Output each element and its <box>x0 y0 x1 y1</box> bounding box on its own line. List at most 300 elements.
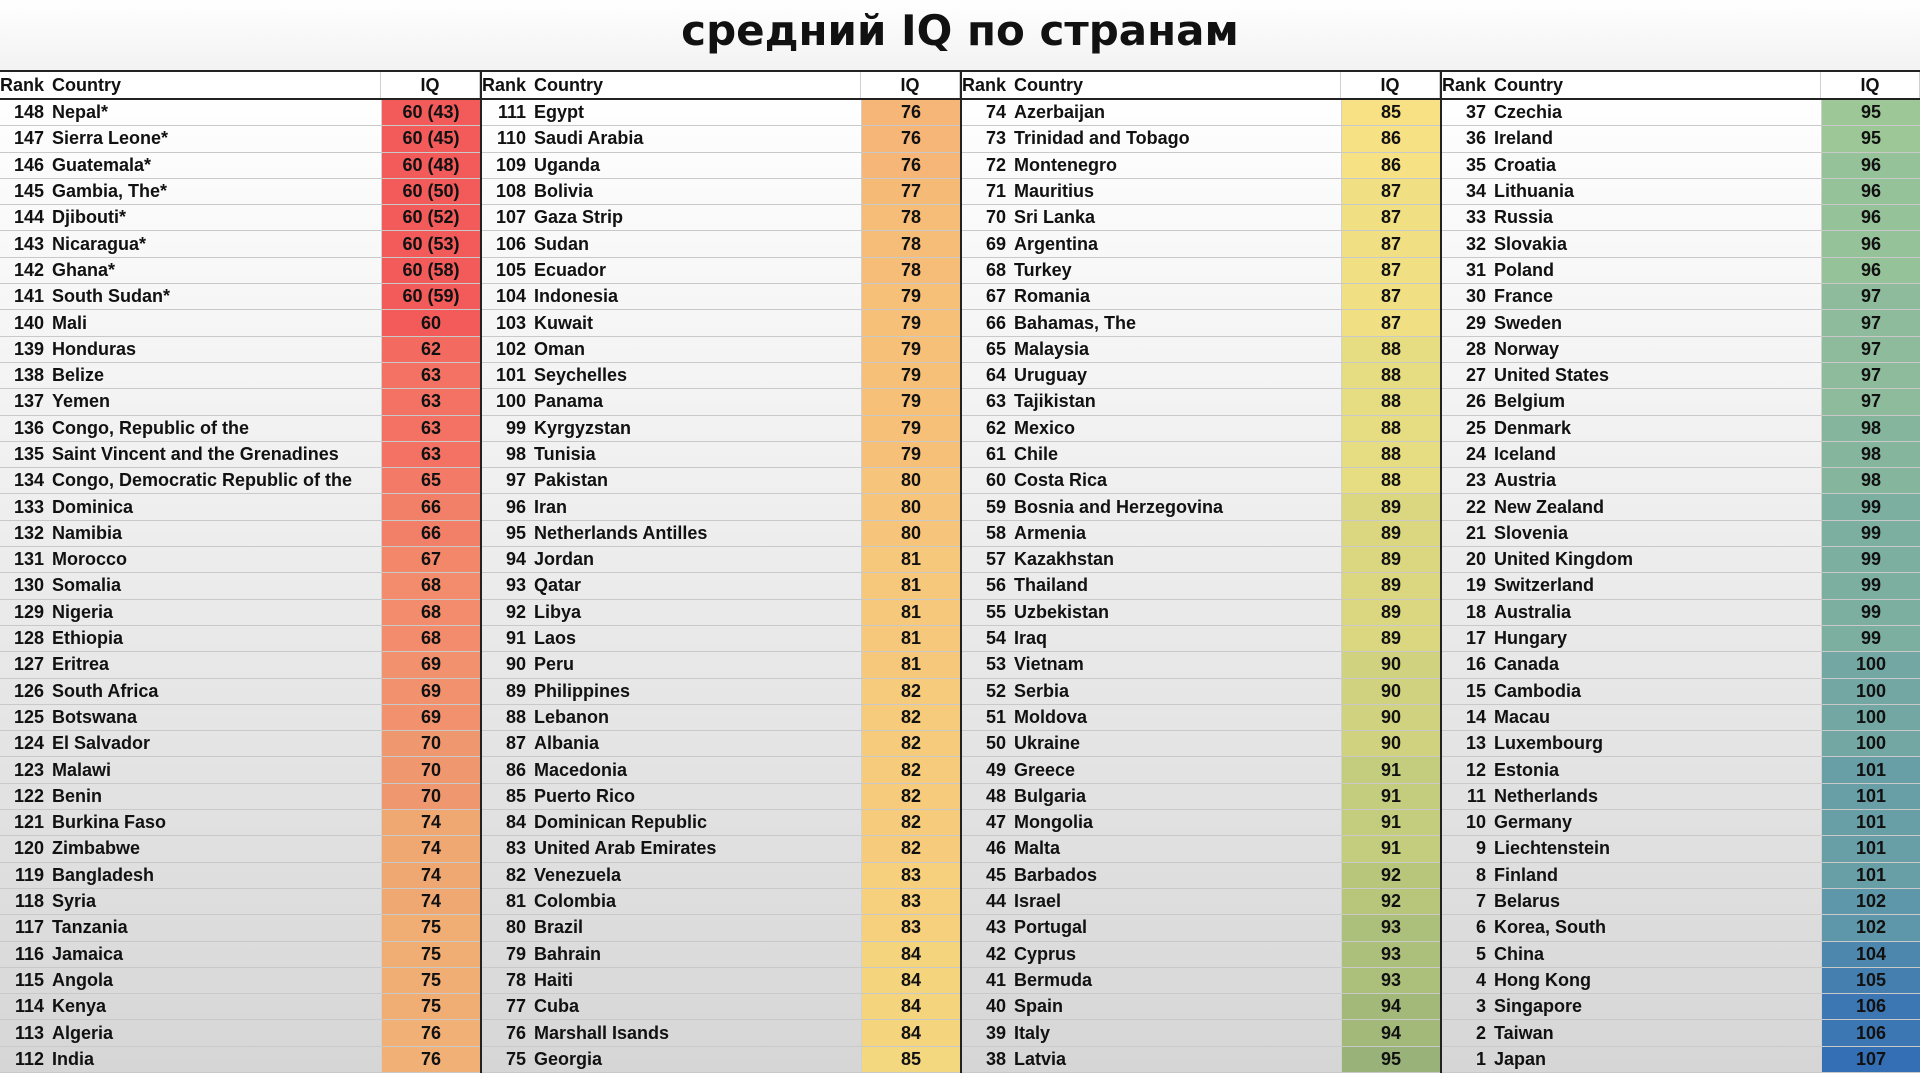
country-cell: Spain <box>1012 994 1342 1019</box>
iq-cell: 83 <box>862 863 960 888</box>
rank-cell: 111 <box>497 102 526 123</box>
iq-cell: 102 <box>1822 889 1920 914</box>
iq-cell: 98 <box>1822 416 1920 441</box>
table-row <box>482 757 960 783</box>
table-row <box>0 494 480 520</box>
country-cell: Angola <box>50 968 382 993</box>
country-cell: Botswana <box>50 705 382 730</box>
country-cell: Ghana* <box>50 258 382 283</box>
rank-cell: 12 <box>1465 759 1486 780</box>
country-cell: Benin <box>50 784 382 809</box>
country-cell: Kuwait <box>532 310 862 335</box>
table-row <box>482 468 960 494</box>
table-row <box>0 784 480 810</box>
country-cell: Djibouti* <box>50 205 382 230</box>
iq-cell: 97 <box>1822 363 1920 388</box>
header-iq: IQ <box>1821 72 1920 98</box>
country-cell: Ethiopia <box>50 626 382 651</box>
rank-cell: 1 <box>1475 1048 1486 1069</box>
rank-cell: 34 <box>1465 181 1486 202</box>
rank-cell: 122 <box>13 785 44 806</box>
rank-cell: 62 <box>985 417 1006 438</box>
country-cell: Haiti <box>532 968 862 993</box>
iq-cell: 76 <box>862 126 960 151</box>
iq-cell: 98 <box>1822 442 1920 467</box>
country-cell: Eritrea <box>50 652 382 677</box>
table-row <box>482 205 960 231</box>
table-column-2 <box>480 72 960 1073</box>
table-header-row <box>962 72 1440 100</box>
country-cell: Namibia <box>50 521 382 546</box>
rank-cell: 3 <box>1475 996 1486 1017</box>
iq-cell: 66 <box>382 494 480 519</box>
table-row <box>1442 863 1920 889</box>
country-cell: Bosnia and Herzegovina <box>1012 494 1342 519</box>
iq-cell: 60 (50) <box>382 179 480 204</box>
country-cell: Albania <box>532 731 862 756</box>
country-cell: Venezuela <box>532 863 862 888</box>
iq-cell: 78 <box>862 258 960 283</box>
rank-cell: 129 <box>13 601 44 622</box>
country-cell: Burkina Faso <box>50 810 382 835</box>
rank-cell: 79 <box>505 943 526 964</box>
country-cell: Mexico <box>1012 416 1342 441</box>
table-row <box>0 179 480 205</box>
iq-cell: 76 <box>862 100 960 125</box>
table-row <box>962 442 1440 468</box>
rank-cell: 68 <box>985 259 1006 280</box>
iq-cell: 69 <box>382 652 480 677</box>
rank-cell: 47 <box>985 812 1006 833</box>
rank-cell: 148 <box>13 102 44 123</box>
country-cell: Sudan <box>532 231 862 256</box>
iq-cell: 84 <box>862 994 960 1019</box>
table-row <box>482 731 960 757</box>
iq-cell: 101 <box>1822 810 1920 835</box>
table-row <box>1442 679 1920 705</box>
table-row <box>482 889 960 915</box>
country-cell: Vietnam <box>1012 652 1342 677</box>
table-row <box>482 863 960 889</box>
iq-cell: 69 <box>382 705 480 730</box>
iq-cell: 90 <box>1342 705 1440 730</box>
table-row <box>0 942 480 968</box>
iq-cell: 60 (53) <box>382 231 480 256</box>
table-row <box>962 363 1440 389</box>
country-cell: Russia <box>1492 205 1822 230</box>
iq-cell: 60 (48) <box>382 153 480 178</box>
country-cell: Malaysia <box>1012 337 1342 362</box>
rank-cell: 90 <box>505 654 526 675</box>
iq-cell: 101 <box>1822 757 1920 782</box>
rank-cell: 135 <box>13 444 44 464</box>
iq-cell: 60 <box>382 310 480 335</box>
rank-cell: 84 <box>505 812 526 833</box>
rank-cell: 117 <box>14 917 44 938</box>
country-cell: United Arab Emirates <box>532 836 862 861</box>
country-cell: Sri Lanka <box>1012 205 1342 230</box>
iq-cell: 95 <box>1822 100 1920 125</box>
country-cell: Honduras <box>50 337 382 362</box>
country-cell: Brazil <box>532 915 862 940</box>
table-row <box>1442 600 1920 626</box>
rank-cell: 118 <box>14 891 44 912</box>
country-cell: Saint Vincent and the Grenadines <box>50 442 382 467</box>
country-cell: Hungary <box>1492 626 1822 651</box>
header-rank: Rank <box>962 74 1007 95</box>
country-cell: United States <box>1492 363 1822 388</box>
country-cell: Estonia <box>1492 757 1822 782</box>
rank-cell: 104 <box>495 286 526 307</box>
table-row <box>962 757 1440 783</box>
rank-cell: 38 <box>985 1048 1006 1069</box>
rank-cell: 54 <box>985 628 1006 649</box>
country-cell: Tanzania <box>50 915 382 940</box>
iq-cell: 80 <box>862 521 960 546</box>
table-row <box>0 389 480 415</box>
country-cell: Denmark <box>1492 416 1822 441</box>
rank-cell: 39 <box>985 1022 1006 1043</box>
rank-cell: 2 <box>1475 1022 1486 1043</box>
country-cell: Kenya <box>50 994 382 1019</box>
table-row <box>0 100 480 126</box>
country-cell: Japan <box>1492 1047 1822 1072</box>
iq-cell: 76 <box>862 153 960 178</box>
iq-cell: 75 <box>382 968 480 993</box>
rank-cell: 14 <box>1465 706 1486 727</box>
rank-cell: 36 <box>1465 128 1486 149</box>
iq-cell: 89 <box>1342 521 1440 546</box>
iq-cell: 79 <box>862 416 960 441</box>
table-row <box>1442 626 1920 652</box>
iq-cell: 99 <box>1822 626 1920 651</box>
iq-cell: 84 <box>862 968 960 993</box>
iq-cell: 68 <box>382 626 480 651</box>
rank-cell: 40 <box>985 996 1006 1017</box>
table-row <box>482 231 960 257</box>
country-cell: Ecuador <box>532 258 862 283</box>
rank-cell: 44 <box>985 891 1006 912</box>
iq-cell: 68 <box>382 600 480 625</box>
iq-cell: 65 <box>382 468 480 493</box>
iq-cell: 96 <box>1822 205 1920 230</box>
rank-cell: 31 <box>1465 259 1486 280</box>
table-row <box>1442 100 1920 126</box>
iq-cell: 82 <box>862 705 960 730</box>
country-cell: Uruguay <box>1012 363 1342 388</box>
rank-cell: 134 <box>13 470 44 491</box>
table-row <box>962 153 1440 179</box>
country-cell: Israel <box>1012 889 1342 914</box>
iq-cell: 99 <box>1822 573 1920 598</box>
iq-cell: 81 <box>862 547 960 572</box>
table-row <box>1442 205 1920 231</box>
country-cell: Bulgaria <box>1012 784 1342 809</box>
rank-cell: 52 <box>985 680 1006 701</box>
table-row <box>482 126 960 152</box>
iq-cell: 76 <box>382 1047 480 1072</box>
country-cell: Marshall Isands <box>532 1020 862 1045</box>
iq-cell: 85 <box>1342 100 1440 125</box>
table-row <box>1442 784 1920 810</box>
iq-cell: 60 (43) <box>382 100 480 125</box>
header-country: Country <box>50 72 381 98</box>
country-cell: Iran <box>532 494 862 519</box>
table-column-1 <box>0 72 480 1073</box>
country-cell: Bolivia <box>532 179 862 204</box>
iq-cell: 66 <box>382 521 480 546</box>
iq-cell: 100 <box>1822 652 1920 677</box>
country-cell: Congo, Democratic Republic of the <box>50 468 382 493</box>
country-cell: Uganda <box>532 153 862 178</box>
country-cell: Dominican Republic <box>532 810 862 835</box>
country-cell: Dominica <box>50 494 382 519</box>
iq-cell: 70 <box>382 757 480 782</box>
table-row <box>0 573 480 599</box>
country-cell: Italy <box>1012 1020 1342 1045</box>
table-row <box>0 521 480 547</box>
rank-cell: 50 <box>985 733 1006 754</box>
table-row <box>1442 705 1920 731</box>
country-cell: Indonesia <box>532 284 862 309</box>
rank-cell: 7 <box>1475 891 1486 912</box>
table-row <box>482 915 960 941</box>
rank-cell: 83 <box>505 838 526 859</box>
rank-cell: 25 <box>1465 417 1486 438</box>
rank-cell: 143 <box>13 233 44 254</box>
rank-cell: 82 <box>505 864 526 885</box>
table-row <box>0 889 480 915</box>
table-row <box>482 258 960 284</box>
country-cell: India <box>50 1047 382 1072</box>
iq-cell: 97 <box>1822 389 1920 414</box>
rank-cell: 26 <box>1465 391 1486 412</box>
country-cell: Mongolia <box>1012 810 1342 835</box>
rank-cell: 4 <box>1475 969 1486 990</box>
table-row <box>0 863 480 889</box>
rank-cell: 136 <box>13 417 44 438</box>
rank-cell: 43 <box>985 917 1006 938</box>
iq-cell: 74 <box>382 810 480 835</box>
rank-cell: 103 <box>495 312 526 333</box>
country-cell: Qatar <box>532 573 862 598</box>
rank-cell: 5 <box>1475 943 1486 964</box>
table-column-4 <box>1440 72 1920 1073</box>
table-row <box>962 626 1440 652</box>
iq-cell: 90 <box>1342 679 1440 704</box>
iq-cell: 63 <box>382 389 480 414</box>
rank-cell: 92 <box>505 601 526 622</box>
rank-cell: 27 <box>1465 365 1486 386</box>
country-cell: Libya <box>532 600 862 625</box>
table-row <box>482 363 960 389</box>
table-row <box>1442 810 1920 836</box>
country-cell: Sweden <box>1492 310 1822 335</box>
iq-cell: 85 <box>862 1047 960 1072</box>
country-cell: Philippines <box>532 679 862 704</box>
country-cell: Mali <box>50 310 382 335</box>
iq-cell: 92 <box>1342 889 1440 914</box>
header-country: Country <box>1012 72 1341 98</box>
table-row <box>962 679 1440 705</box>
table-row <box>1442 468 1920 494</box>
iq-cell: 99 <box>1822 547 1920 572</box>
table-row <box>1442 442 1920 468</box>
table-row <box>0 153 480 179</box>
rank-cell: 30 <box>1465 286 1486 307</box>
rank-cell: 51 <box>985 706 1006 727</box>
rank-cell: 97 <box>505 470 526 491</box>
iq-cell: 97 <box>1822 337 1920 362</box>
rank-cell: 15 <box>1465 680 1486 701</box>
iq-cell: 60 (59) <box>382 284 480 309</box>
table-row <box>0 416 480 442</box>
iq-cell: 93 <box>1342 942 1440 967</box>
table-row <box>0 968 480 994</box>
table-row <box>1442 494 1920 520</box>
table-row <box>962 573 1440 599</box>
rank-cell: 9 <box>1475 838 1486 859</box>
rank-cell: 105 <box>495 259 526 280</box>
rank-cell: 113 <box>14 1022 44 1043</box>
rank-cell: 64 <box>985 365 1006 386</box>
country-cell: Zimbabwe <box>50 836 382 861</box>
country-cell: Yemen <box>50 389 382 414</box>
iq-cell: 96 <box>1822 231 1920 256</box>
iq-cell: 79 <box>862 284 960 309</box>
country-cell: Cyprus <box>1012 942 1342 967</box>
rank-cell: 96 <box>505 496 526 517</box>
table-row <box>0 600 480 626</box>
rank-cell: 75 <box>505 1048 526 1069</box>
iq-cell: 70 <box>382 784 480 809</box>
rank-cell: 146 <box>13 154 44 175</box>
table-row <box>1442 968 1920 994</box>
country-cell: Panama <box>532 389 862 414</box>
rank-cell: 59 <box>985 496 1006 517</box>
country-cell: New Zealand <box>1492 494 1822 519</box>
table-row <box>962 389 1440 415</box>
rank-cell: 131 <box>13 549 44 570</box>
country-cell: Moldova <box>1012 705 1342 730</box>
iq-cell: 89 <box>1342 547 1440 572</box>
iq-cell: 97 <box>1822 284 1920 309</box>
table-row <box>0 652 480 678</box>
rank-cell: 24 <box>1465 444 1486 464</box>
rank-cell: 121 <box>13 812 44 833</box>
table-row <box>482 389 960 415</box>
country-cell: Austria <box>1492 468 1822 493</box>
rank-cell: 116 <box>14 943 44 964</box>
table-row <box>0 442 480 468</box>
rank-cell: 66 <box>985 312 1006 333</box>
country-cell: South Africa <box>50 679 382 704</box>
iq-cell: 74 <box>382 889 480 914</box>
iq-cell: 89 <box>1342 573 1440 598</box>
iq-cell: 63 <box>382 442 480 467</box>
rank-cell: 17 <box>1465 628 1486 649</box>
rank-cell: 115 <box>14 969 44 990</box>
country-cell: Puerto Rico <box>532 784 862 809</box>
rank-cell: 61 <box>985 444 1006 464</box>
country-cell: Greece <box>1012 757 1342 782</box>
country-cell: Lebanon <box>532 705 862 730</box>
rank-cell: 93 <box>505 575 526 596</box>
rank-cell: 69 <box>985 233 1006 254</box>
iq-cell: 101 <box>1822 863 1920 888</box>
iq-cell: 83 <box>862 889 960 914</box>
iq-cell: 91 <box>1342 757 1440 782</box>
table-row <box>1442 126 1920 152</box>
iq-cell: 60 (58) <box>382 258 480 283</box>
country-cell: Thailand <box>1012 573 1342 598</box>
iq-cell: 79 <box>862 363 960 388</box>
table-row <box>482 573 960 599</box>
country-cell: Belarus <box>1492 889 1822 914</box>
table-header-row <box>482 72 960 100</box>
header-iq: IQ <box>381 72 480 98</box>
rank-cell: 53 <box>985 654 1006 675</box>
iq-cell: 79 <box>862 442 960 467</box>
table-row <box>482 153 960 179</box>
iq-cell: 81 <box>862 652 960 677</box>
table-row <box>0 915 480 941</box>
table-row <box>0 468 480 494</box>
table-row <box>482 494 960 520</box>
iq-cell: 62 <box>382 337 480 362</box>
country-cell: Finland <box>1492 863 1822 888</box>
rank-cell: 16 <box>1465 654 1486 675</box>
country-cell: Switzerland <box>1492 573 1822 598</box>
country-cell: Slovenia <box>1492 521 1822 546</box>
iq-cell: 89 <box>1342 600 1440 625</box>
iq-cell: 104 <box>1822 942 1920 967</box>
country-cell: Bahrain <box>532 942 862 967</box>
table-row <box>482 784 960 810</box>
iq-cell: 107 <box>1822 1047 1920 1072</box>
country-cell: Singapore <box>1492 994 1822 1019</box>
iq-cell: 95 <box>1822 126 1920 151</box>
country-cell: Cuba <box>532 994 862 1019</box>
country-cell: Bermuda <box>1012 968 1342 993</box>
table-row <box>962 915 1440 941</box>
table-row <box>1442 284 1920 310</box>
iq-cell: 87 <box>1342 205 1440 230</box>
country-cell: Korea, South <box>1492 915 1822 940</box>
rank-cell: 23 <box>1465 470 1486 491</box>
table-row <box>482 442 960 468</box>
rank-cell: 32 <box>1465 233 1486 254</box>
table-row <box>482 968 960 994</box>
rank-cell: 42 <box>985 943 1006 964</box>
country-cell: Lithuania <box>1492 179 1822 204</box>
country-cell: Malta <box>1012 836 1342 861</box>
country-cell: Nicaragua* <box>50 231 382 256</box>
table-row <box>482 705 960 731</box>
iq-cell: 82 <box>862 679 960 704</box>
iq-cell: 93 <box>1342 968 1440 993</box>
country-cell: Nigeria <box>50 600 382 625</box>
country-cell: Poland <box>1492 258 1822 283</box>
rank-cell: 133 <box>13 496 44 517</box>
table-row <box>962 521 1440 547</box>
rank-cell: 70 <box>985 207 1006 228</box>
table-row <box>482 1020 960 1046</box>
table-row <box>0 705 480 731</box>
table-row <box>1442 258 1920 284</box>
table-row <box>1442 179 1920 205</box>
rank-cell: 21 <box>1465 522 1486 543</box>
